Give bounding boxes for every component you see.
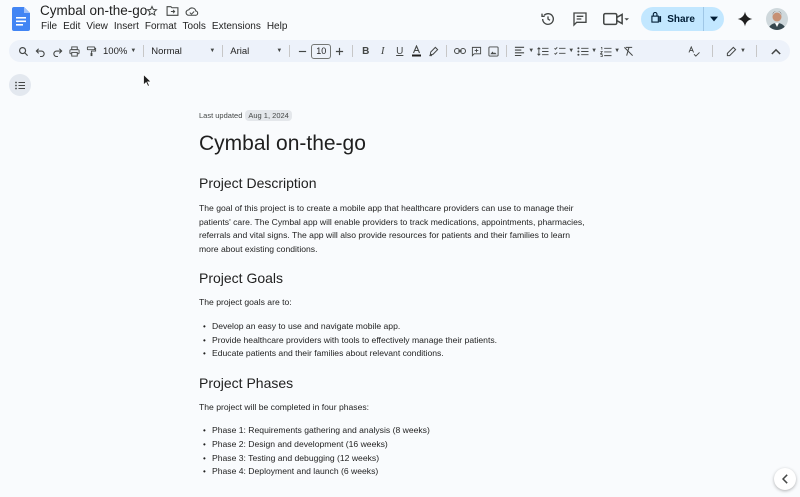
increase-font-size-icon[interactable] xyxy=(331,42,348,60)
list-item: • Educate patients and their families about relevant conditions. xyxy=(199,347,609,361)
move-folder-icon[interactable] xyxy=(165,4,179,18)
paragraph-line: The goal of this project is to create a mobile app that healthcare providers can use to manage their xyxy=(199,203,574,213)
toolbar-divider xyxy=(506,45,507,57)
paragraph-style-value: Normal xyxy=(151,45,182,57)
date-chip[interactable]: Aug 1, 2024 xyxy=(245,110,291,121)
document-body[interactable] xyxy=(199,108,609,479)
document-title[interactable]: Cymbal on-the-go xyxy=(40,3,148,18)
menu-extensions[interactable]: Extensions xyxy=(211,21,261,32)
collapse-icon[interactable] xyxy=(767,42,784,60)
user-avatar[interactable] xyxy=(766,8,788,30)
toolbar-divider xyxy=(289,45,290,57)
menu-help[interactable]: Help xyxy=(266,21,288,32)
star-icon[interactable] xyxy=(145,4,159,18)
toolbar-divider xyxy=(222,45,223,57)
search-icon[interactable] xyxy=(15,42,32,60)
last-updated-label: Last updated xyxy=(199,110,243,120)
italic-icon[interactable]: I xyxy=(380,45,385,57)
cloud-saved-icon[interactable] xyxy=(185,4,199,18)
font-select[interactable] xyxy=(227,42,285,60)
underline-icon[interactable]: U xyxy=(396,45,404,57)
mouse-cursor-icon xyxy=(143,74,152,92)
paragraph-line: patients' care. The Cymbal app will enable providers to track medications, appointments, pharmacies, xyxy=(199,216,585,227)
comments-icon[interactable] xyxy=(569,8,591,30)
list-item: • Phase 1: Requirements gathering and analysis (8 weeks) xyxy=(199,424,609,438)
title-actions xyxy=(145,4,199,18)
section-intro: The project goals are to: xyxy=(199,297,292,308)
menu-edit[interactable]: Edit xyxy=(63,21,81,32)
title-bar xyxy=(0,0,800,38)
checklist-dropdown-icon[interactable]: ▼ xyxy=(568,48,575,54)
text-color-icon[interactable] xyxy=(408,42,425,60)
lock-icon xyxy=(651,12,662,26)
toolbar-divider xyxy=(143,45,144,57)
share-button-group xyxy=(641,7,724,31)
zoom-value: 100% xyxy=(103,45,128,57)
paint-format-icon[interactable] xyxy=(83,42,100,60)
menu-insert[interactable]: Insert xyxy=(113,21,139,32)
menu-file[interactable]: File xyxy=(41,21,58,32)
comment-icon[interactable] xyxy=(468,42,485,60)
last-updated xyxy=(199,108,609,122)
menu-bar xyxy=(38,20,290,33)
share-label: Share xyxy=(667,13,695,25)
zoom-select[interactable] xyxy=(100,42,139,60)
toolbar-divider xyxy=(756,45,757,57)
bullet-list xyxy=(199,424,609,478)
bullet-list xyxy=(199,320,609,361)
top-right-actions xyxy=(537,6,788,32)
toolbar-divider xyxy=(712,45,713,57)
gemini-icon[interactable] xyxy=(734,8,756,30)
link-icon[interactable] xyxy=(451,42,468,60)
highlight-icon[interactable] xyxy=(425,42,442,60)
print-icon[interactable] xyxy=(66,42,83,60)
share-button[interactable] xyxy=(641,7,704,31)
checklist-icon[interactable] xyxy=(551,42,568,60)
image-icon[interactable] xyxy=(485,42,502,60)
section-intro: The project will be completed in four phases: xyxy=(199,401,370,412)
bullet-dropdown-icon[interactable]: ▼ xyxy=(591,48,598,54)
paragraph-style-select[interactable] xyxy=(148,42,218,60)
list-item: • Phase 4: Deployment and launch (6 weeks) xyxy=(199,465,609,479)
document-heading: Cymbal on-the-go xyxy=(199,132,366,155)
section-heading: Project Description xyxy=(199,175,317,191)
align-icon[interactable] xyxy=(511,42,528,60)
zoom-dropdown-icon: ▼ xyxy=(130,48,137,54)
clear-format-icon[interactable] xyxy=(620,42,637,60)
section-paragraph xyxy=(199,202,609,256)
docs-logo-icon[interactable] xyxy=(12,7,30,31)
paragraph-line: referrals and vital signs. The app will also provide resources for patients and their families to learn xyxy=(199,230,570,241)
font-value: Arial xyxy=(230,45,250,57)
version-history-icon[interactable] xyxy=(537,8,559,30)
paragraph-line: more about existing conditions. xyxy=(199,243,318,254)
list-item: • Phase 3: Testing and debugging (12 weeks) xyxy=(199,452,609,466)
section-heading: Project Phases xyxy=(199,374,294,391)
list-item: • Phase 2: Design and development (16 weeks) xyxy=(199,438,609,452)
toolbar-divider xyxy=(352,45,353,57)
style-dropdown-icon: ▼ xyxy=(209,48,216,54)
spellcheck-icon[interactable] xyxy=(685,42,702,60)
list-item: • Provide healthcare providers with tools to effectively manage their patients. xyxy=(199,334,609,348)
share-dropdown-icon[interactable] xyxy=(704,7,724,31)
redo-icon[interactable] xyxy=(49,42,66,60)
align-dropdown-icon[interactable]: ▼ xyxy=(528,48,535,54)
list-item: • Develop an easy to use and navigate mobile app. xyxy=(199,320,609,334)
font-dropdown-icon: ▼ xyxy=(276,48,283,54)
toolbar-divider xyxy=(446,45,447,57)
undo-icon[interactable] xyxy=(32,42,49,60)
menu-view[interactable]: View xyxy=(86,21,108,32)
section-heading: Project Goals xyxy=(199,270,284,287)
line-spacing-icon[interactable] xyxy=(534,42,551,60)
document-outline-icon[interactable] xyxy=(9,74,31,96)
numbered-dropdown-icon[interactable]: ▼ xyxy=(614,48,621,54)
meet-icon[interactable] xyxy=(601,8,631,30)
decrease-font-size-icon[interactable] xyxy=(294,42,311,60)
bullet-list-icon[interactable] xyxy=(574,42,591,60)
editing-mode-icon[interactable] xyxy=(723,42,740,60)
editing-mode-dropdown-icon[interactable]: ▼ xyxy=(740,48,746,54)
numbered-list-icon[interactable] xyxy=(597,42,614,60)
formatting-toolbar xyxy=(9,40,790,62)
menu-format[interactable]: Format xyxy=(144,21,177,32)
side-panel-toggle-icon[interactable] xyxy=(774,468,796,490)
bold-icon[interactable]: B xyxy=(362,45,370,57)
menu-tools[interactable]: Tools xyxy=(182,21,206,32)
font-size-input[interactable]: 10 xyxy=(311,44,331,59)
